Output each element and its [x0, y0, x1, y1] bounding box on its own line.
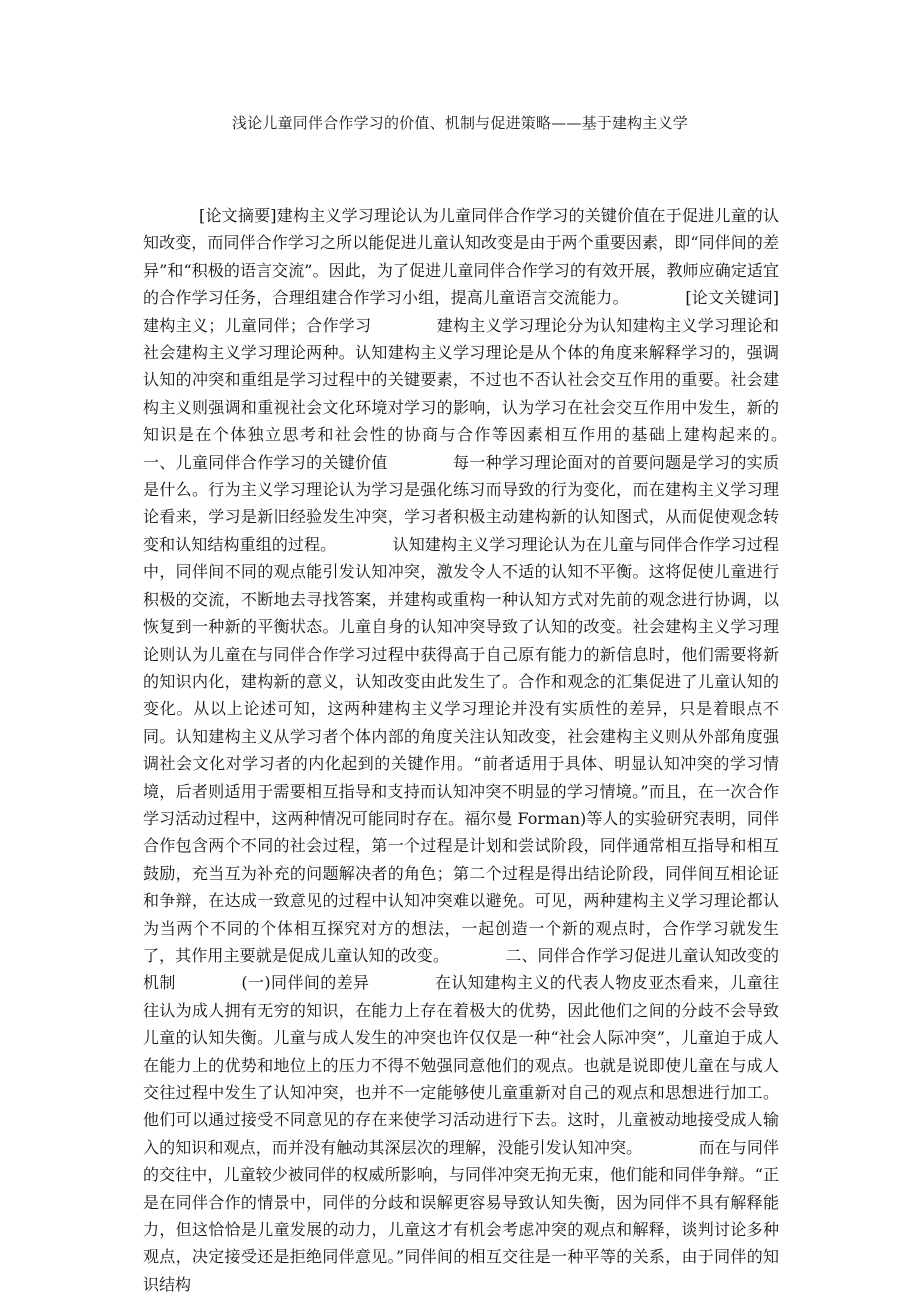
document-title: 浅论儿童同伴合作学习的价值、机制与促进策略——基于建构主义学	[231, 114, 688, 132]
document-body	[143, 202, 844, 1298]
body-paragraph: [论文摘要]建构主义学习理论认为儿童同伴合作学习的关键价值在于促进儿童的认知改变，而同伴合作学习之所以能促进儿童认知改变是由于两个重要因素，即“同伴间的差异”和“积极的语言交流”。因此，为了促进儿童同伴合作学习的有效开展，教师应确定适宜的合作学习任务，合理组建合作学习小组，提高儿童语言交流能力。 [论文关键词]建构主义；儿童同伴；合作学习 建构主义学习理论分为认知建构主义学习理论和社会建构主义学习理论两种。认知建构主义学习理论是从个体的角度来解释学习的，强调认知的冲突和重组是学习过程中的关键要素，不过也不否认社会交互作用的重要。社会建构主义则强调和重视社会文化环境对学习的影响，认为学习在社会交互作用中发生，新的知识是在个体独立思考和社会性的协商与合作等因素相互作用的基础上建构起来的。 一、儿童同伴合作学习的关键价值 每一种学习理论面对的首要问题是学习的实质是什么。行为主义学习理论认为学习是强化练习而导致的行为变化，而在建构主义学习理论看来，学习是新旧经验发生冲突，学习者积极主动建构新的认知图式，从而促使观念转变和认知结构重组的过程。 认知建构主义学习理论认为在儿童与同伴合作学习过程中，同伴间不同的观点能引发认知冲突，激发令人不适的认知不平衡。这将促使儿童进行积极的交流，不断地去寻找答案，并建构或重构一种认知方式对先前的观念进行协调，以恢复到一种新的平衡状态。儿童自身的认知冲突导致了认知的改变。社会建构主义学习理论则认为儿童在与同伴合作学习过程中获得高于自己原有能力的新信息时，他们需要将新的知识内化，建构新的意义，认知改变由此发生了。合作和观念的汇集促进了儿童认知的变化。从以上论述可知，这两种建构主义学习理论并没有实质性的差异，只是着眼点不同。认知建构主义从学习者个体内部的角度关注认知改变，社会建构主义则从外部角度强调社会文化对学习者的内化起到的关键作用。“前者适用于具体、明显认知冲突的学习情境，后者则适用于需要相互指导和支持而认知冲突不明显的学习情境。”而且，在一次合作学习活动过程中，这两种情况可能同时存在。福尔曼 Forman)等人的实验研究表明，同伴合作包含两个不同的社会过程，第一个过程是计划和尝试阶段，同伴通常相互指导和相互鼓励，充当互为补充的问题解决者的角色；第二个过程是得出结论阶段，同伴间互相论证和争辩，在达成一致意见的过程中认知冲突难以避免。可见，两种建构主义学习理论都认为当两个不同的个体相互探究对方的想法，一起创造一个新的观点时，合作学习就发生了，其作用主要就是促成儿童认知的改变。 二、同伴合作学习促进儿童认知改变的机制 (一)同伴间的差异 在认知建构主义的代表人物皮亚杰看来，儿童往往认为成人拥有无穷的知识，在能力上存在着极大的优势，因此他们之间的分歧不会导致儿童的认知失衡。儿童与成人发生的冲突也许仅仅是一种“社会人际冲突”，儿童迫于成人在能力上的优势和地位上的压力不得不勉强同意他们的观点。也就是说即使儿童在与成人交往过程中发生了认知冲突，也并不一定能够使儿童重新对自己的观点和思想进行加工。他们可以通过接受不同意见的存在来使学习活动进行下去。这时，儿童被动地接受成人输入的知识和观点，而并没有触动其深层次的理解，没能引发认知冲突。 而在与同伴的交往中，儿童较少被同伴的权威所影响，与同伴冲突无拘无束，他们能和同伴争辩。“正是在同伴合作的情景中，同伴的分歧和误解更容易导致认知失衡，因为同伴不具有解释能力，但这恰恰是儿童发展的动力，儿童这才有机会考虑冲突的观点和解释，谈判讨论多种观点，决定接受还是拒绝同伴意见。”同伴间的相互交往是一种平等的关系，由于同伴的知识结构	[143, 206, 844, 1294]
